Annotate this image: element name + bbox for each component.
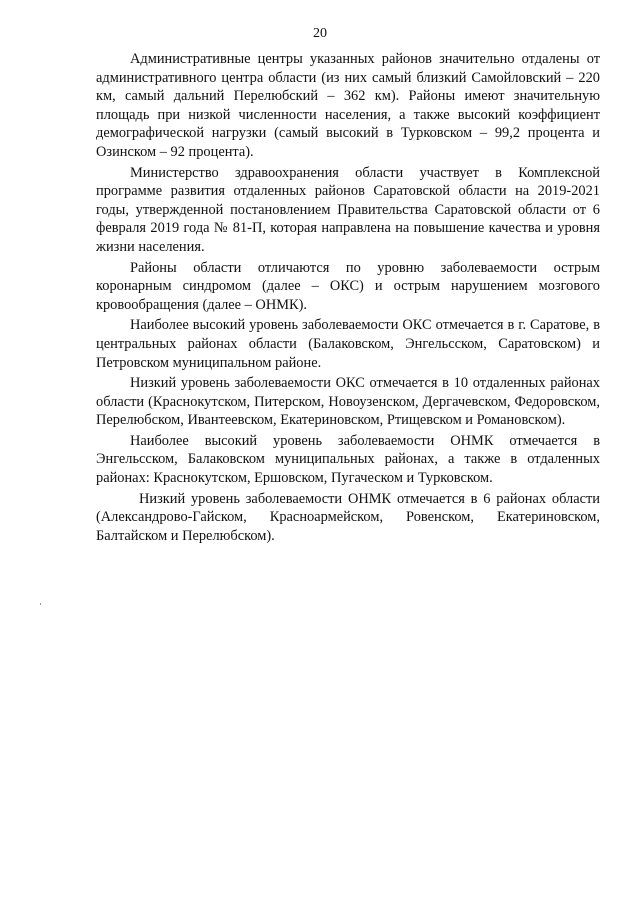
paragraph-ministry-program: Министерство здравоохранения области участвует в Комплексной программе развития отдаленных районов Саратовской области на 2019-2021 годы, утвержденной постановлением Правительства Саратовской области от 6 февраля 2019 года № 81-П, которая направлена на повышение качества и уровня жизни населения. — [96, 164, 600, 255]
paragraph-onmk-high: Наиболее высокий уровень заболеваемости ОНМК отмечается в Энгельсском, Балаковском муниципальных районах, а также в отдаленных районах: Краснокутском, Ершовском, Пугаческом и Турковском. — [96, 432, 600, 487]
paragraph-district-centers: Административные центры указанных районов значительно отдалены от административного центра области (из них самый близкий Самойловский – 220 км, самый дальний Перелюбский – 362 км). Районы имеют значительную площадь при низкой численности населения, а также высокий коэффициент демографической нагрузки (самый высокий в Турковском – 99,2 процента и Озинском – 92 процента). — [96, 51, 600, 160]
scan-speck — [40, 603, 41, 605]
paragraph-districts-differ: Районы области отличаются по уровню заболеваемости острым коронарным синдромом (далее – ОКС) и острым нарушением мозгового кровообращения (далее – ОНМК). — [96, 259, 600, 313]
page-number: 20 — [313, 26, 327, 41]
document-body — [96, 50, 600, 545]
paragraph-oks-high: Наиболее высокий уровень заболеваемости ОКС отмечается в г. Саратове, в центральных районах области (Балаковском, Энгельсском, Саратовском) и Петровском муниципальном районе. — [96, 317, 600, 371]
paragraph-onmk-low: Низкий уровень заболеваемости ОНМК отмечается в 6 районах области (Александрово-Гайском, Красноармейском, Ровенском, Екатериновском, Балтайском и Перелюбском). — [96, 490, 600, 544]
paragraph-oks-low: Низкий уровень заболеваемости ОКС отмечается в 10 отдаленных районах области (Краснокутском, Питерском, Новоузенском, Дергачевском, Федоровском, Перелюбском, Ивантеевском, Екатериновском, Ртищевском и Романовском). — [96, 375, 600, 429]
